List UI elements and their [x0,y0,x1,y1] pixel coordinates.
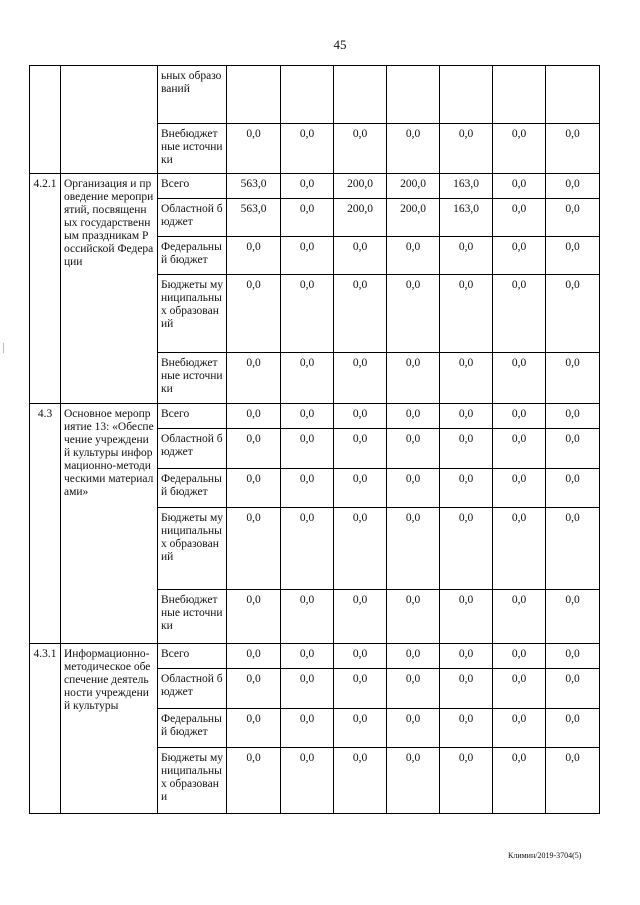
amount-cell: 0,0 [281,748,334,814]
amount-cell: 0,0 [493,508,546,590]
amount-cell: 0,0 [440,508,493,590]
amount-cell: 0,0 [281,353,334,404]
amount-cell: 0,0 [493,237,546,275]
amount-cell: 0,0 [546,404,600,429]
funding-source-cell: Всего [158,404,227,429]
page-number: 45 [333,37,347,52]
amount-cell: 0,0 [227,275,281,353]
amount-cell: 0,0 [227,429,281,469]
budget-table [29,65,600,814]
amount-cell: 163,0 [440,199,493,237]
amount-cell: 0,0 [227,748,281,814]
amount-cell: 0,0 [440,275,493,353]
amount-cell: 0,0 [546,748,600,814]
amount-cell: 0,0 [387,237,440,275]
amount-cell: 0,0 [440,748,493,814]
item-number-cell: 4.2.1 [30,174,61,404]
amount-cell: 0,0 [281,429,334,469]
amount-cell: 0,0 [493,429,546,469]
amount-cell: 0,0 [227,644,281,669]
amount-cell: 0,0 [334,275,387,353]
amount-cell: 0,0 [281,275,334,353]
funding-source-cell: Федеральный бюджет [158,709,227,748]
amount-cell: 0,0 [387,404,440,429]
amount-cell: 0,0 [546,124,600,174]
amount-cell: 0,0 [546,237,600,275]
funding-source-cell: Внебюджетные источники [158,353,227,404]
funding-source-cell: Федеральный бюджет [158,469,227,508]
item-name-cell: Информационно-методическое обеспечение деятельности учреждений культуры [61,644,158,814]
amount-cell: 0,0 [387,124,440,174]
amount-cell [546,66,600,124]
amount-cell: 0,0 [281,590,334,644]
amount-cell: 0,0 [546,590,600,644]
amount-cell: 0,0 [281,237,334,275]
amount-cell: 0,0 [440,353,493,404]
funding-source-cell: Бюджеты муниципальных образований [158,508,227,590]
amount-cell: 0,0 [387,469,440,508]
item-number-cell: 4.3.1 [30,644,61,814]
amount-cell: 200,0 [334,199,387,237]
amount-cell: 0,0 [493,748,546,814]
amount-cell: 163,0 [440,174,493,199]
amount-cell: 0,0 [281,709,334,748]
amount-cell: 0,0 [440,429,493,469]
amount-cell: 0,0 [387,508,440,590]
amount-cell: 0,0 [440,469,493,508]
amount-cell: 0,0 [281,508,334,590]
funding-source-cell: Всего [158,644,227,669]
table-row [30,644,600,669]
table-row [30,66,600,124]
funding-source-cell: Областной бюджет [158,199,227,237]
amount-cell: 0,0 [387,669,440,709]
amount-cell: 0,0 [493,709,546,748]
amount-cell: 0,0 [493,469,546,508]
amount-cell: 0,0 [281,404,334,429]
amount-cell: 0,0 [387,590,440,644]
funding-source-cell: Внебюджетные источники [158,590,227,644]
amount-cell [281,66,334,124]
amount-cell: 563,0 [227,174,281,199]
amount-cell: 200,0 [387,199,440,237]
amount-cell: 0,0 [227,590,281,644]
amount-cell: 0,0 [387,709,440,748]
amount-cell: 0,0 [387,644,440,669]
amount-cell: 0,0 [440,644,493,669]
amount-cell: 0,0 [493,404,546,429]
amount-cell: 0,0 [493,124,546,174]
funding-source-cell: ьных образований [158,66,227,124]
funding-source-cell: Бюджеты муниципальных образований [158,275,227,353]
amount-cell: 0,0 [440,709,493,748]
amount-cell: 0,0 [281,669,334,709]
amount-cell: 0,0 [334,404,387,429]
amount-cell: 0,0 [227,469,281,508]
amount-cell: 0,0 [334,353,387,404]
funding-source-cell: Всего [158,174,227,199]
amount-cell [440,66,493,124]
amount-cell: 563,0 [227,199,281,237]
amount-cell: 0,0 [227,237,281,275]
amount-cell: 0,0 [334,709,387,748]
amount-cell: 0,0 [281,644,334,669]
amount-cell: 0,0 [334,237,387,275]
amount-cell: 0,0 [493,644,546,669]
amount-cell: 0,0 [546,644,600,669]
table-row [30,404,600,429]
funding-source-cell: Бюджеты муниципальных образовани [158,748,227,814]
item-number-cell [30,66,61,174]
amount-cell: 200,0 [334,174,387,199]
amount-cell: 0,0 [334,644,387,669]
item-name-cell [61,66,158,174]
table-row [30,174,600,199]
amount-cell: 0,0 [546,353,600,404]
amount-cell: 0,0 [387,748,440,814]
amount-cell: 0,0 [281,469,334,508]
amount-cell: 0,0 [493,174,546,199]
amount-cell: 0,0 [493,275,546,353]
amount-cell: 0,0 [227,669,281,709]
amount-cell: 0,0 [334,429,387,469]
amount-cell: 0,0 [493,353,546,404]
amount-cell [334,66,387,124]
amount-cell: 0,0 [546,469,600,508]
margin-mark [3,343,4,353]
amount-cell: 0,0 [387,275,440,353]
amount-cell [493,66,546,124]
item-number-cell: 4.3 [30,404,61,644]
amount-cell: 0,0 [334,669,387,709]
amount-cell: 0,0 [440,590,493,644]
document-code: Климин/2019-3704(5) [508,851,582,860]
amount-cell: 0,0 [440,669,493,709]
item-name-cell: Основное мероприятие 13: «Обеспечение учреждений культуры информационно-методическими материалами» [61,404,158,644]
table-body [30,66,600,814]
amount-cell: 0,0 [546,199,600,237]
amount-cell: 0,0 [546,508,600,590]
amount-cell: 0,0 [387,429,440,469]
amount-cell: 0,0 [227,353,281,404]
amount-cell: 0,0 [440,124,493,174]
amount-cell: 0,0 [227,709,281,748]
amount-cell: 0,0 [334,590,387,644]
amount-cell: 0,0 [334,124,387,174]
amount-cell: 0,0 [546,275,600,353]
amount-cell: 0,0 [227,508,281,590]
amount-cell: 0,0 [281,199,334,237]
amount-cell: 0,0 [440,237,493,275]
amount-cell: 0,0 [227,404,281,429]
amount-cell: 0,0 [546,669,600,709]
amount-cell: 0,0 [227,124,281,174]
amount-cell: 0,0 [334,469,387,508]
amount-cell: 0,0 [334,748,387,814]
amount-cell: 0,0 [440,404,493,429]
amount-cell [387,66,440,124]
amount-cell: 0,0 [546,709,600,748]
amount-cell: 0,0 [281,124,334,174]
amount-cell: 0,0 [493,669,546,709]
funding-source-cell: Областной бюджет [158,669,227,709]
amount-cell: 0,0 [387,353,440,404]
funding-source-cell: Внебюджетные источники [158,124,227,174]
item-name-cell: Организация и проведение мероприятий, посвященных государственным праздникам Российской Федерации [61,174,158,404]
funding-source-cell: Областной бюджет [158,429,227,469]
amount-cell: 0,0 [334,508,387,590]
amount-cell: 0,0 [281,174,334,199]
amount-cell: 0,0 [493,199,546,237]
funding-source-cell: Федеральный бюджет [158,237,227,275]
amount-cell [227,66,281,124]
amount-cell: 0,0 [546,429,600,469]
amount-cell: 200,0 [387,174,440,199]
amount-cell: 0,0 [546,174,600,199]
amount-cell: 0,0 [493,590,546,644]
